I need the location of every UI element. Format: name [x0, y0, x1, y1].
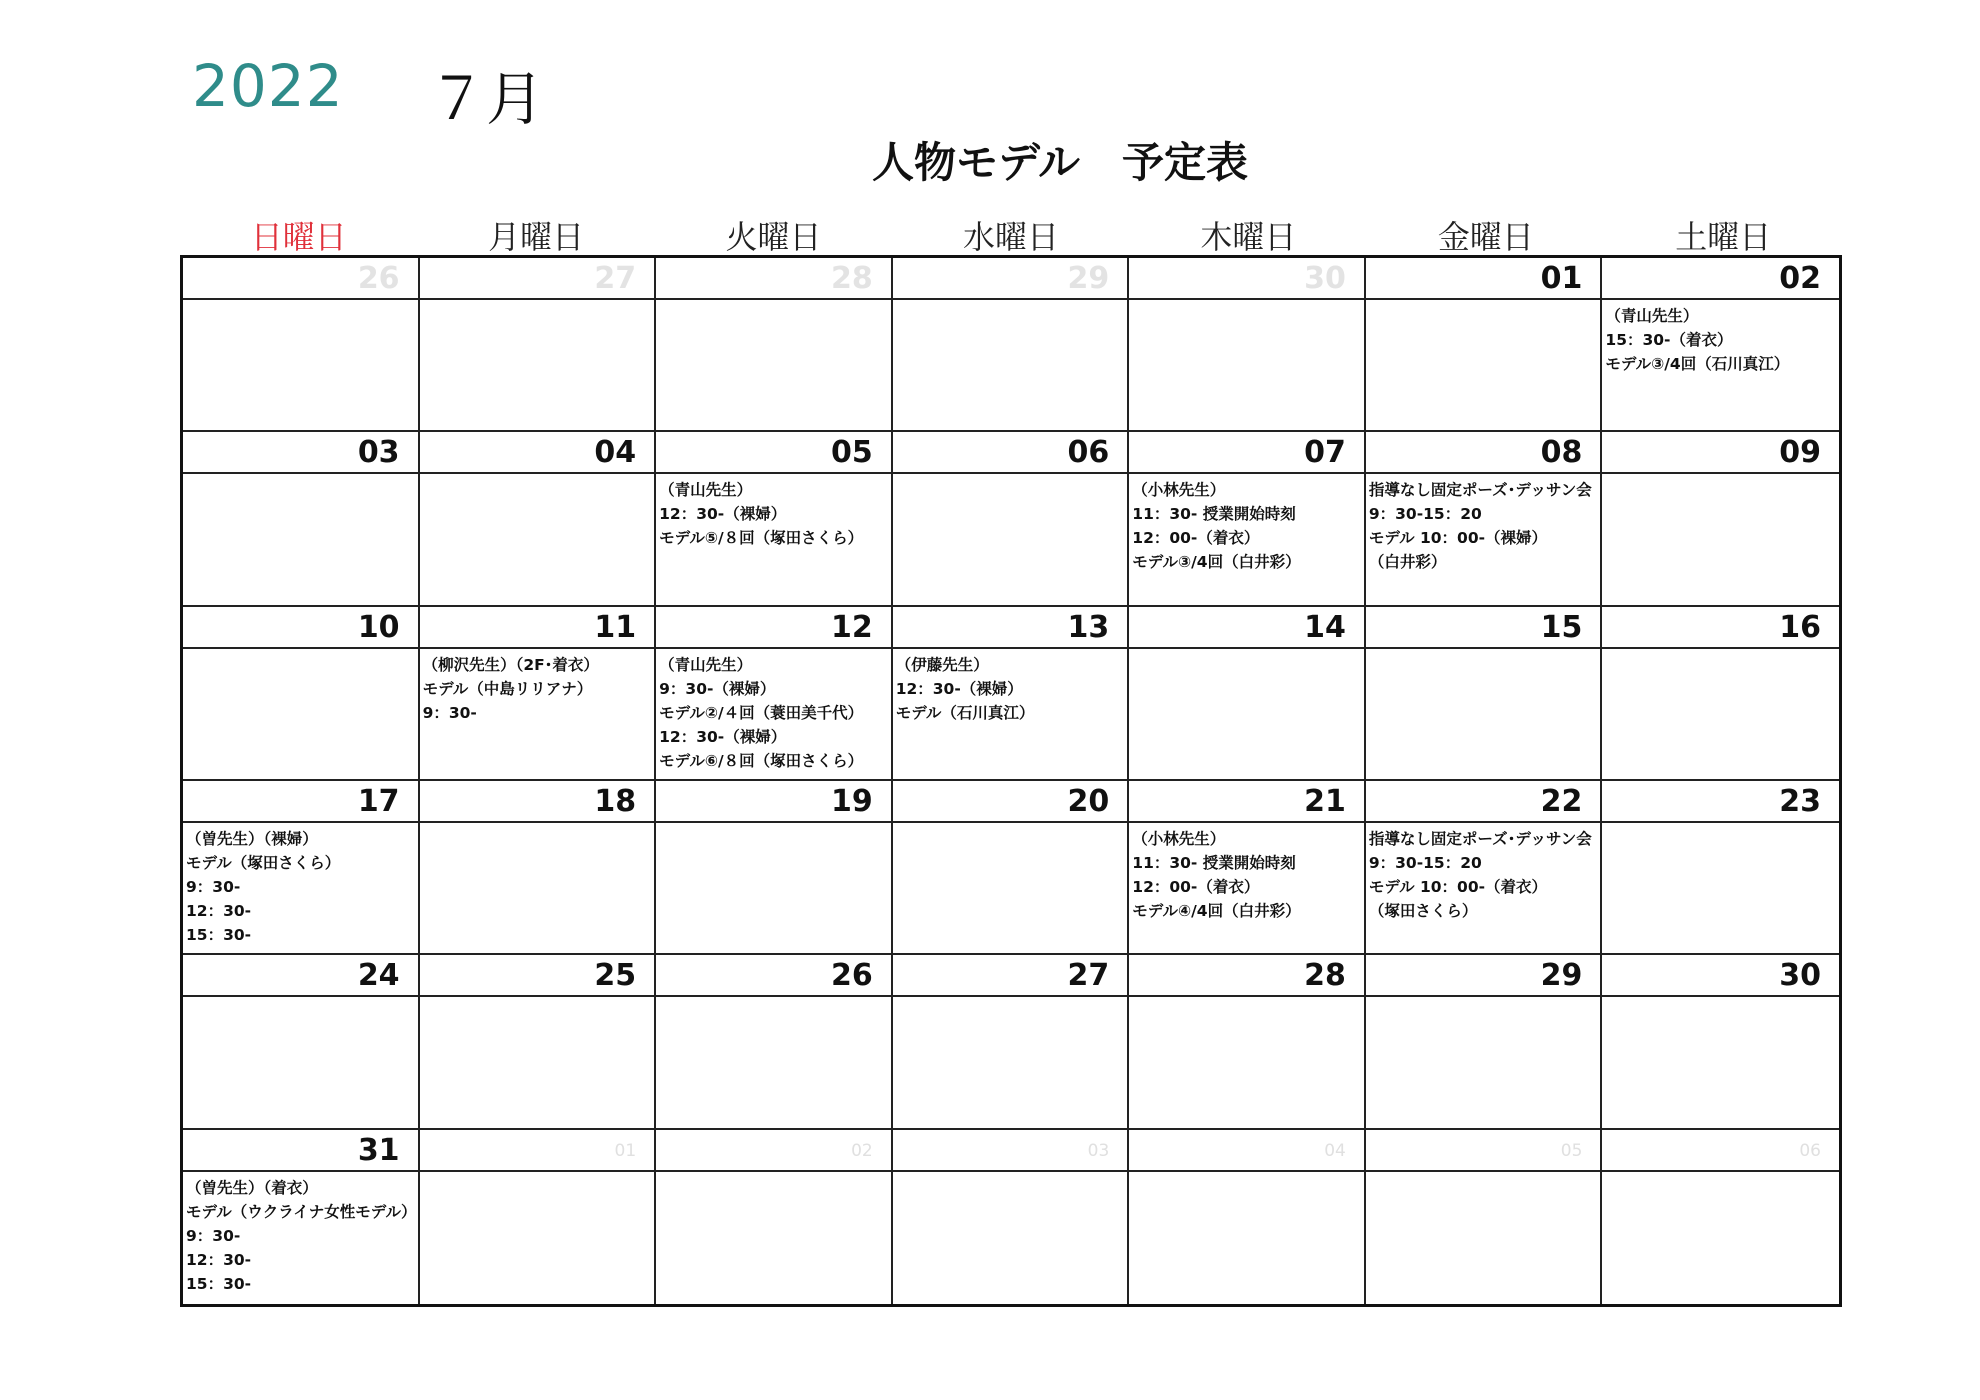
day-number: 28 [1129, 955, 1364, 997]
event-line: 12：30-（裸婦） [895, 679, 1023, 698]
event-line: 11：30- 授業開始時刻 [1132, 853, 1296, 872]
event-line: 指導なし固定ポーズ･デッサン会 [1368, 829, 1592, 848]
day-number: 12 [656, 607, 891, 649]
calendar-day-cell [183, 781, 420, 955]
day-events [893, 649, 1128, 725]
calendar-day-cell [1366, 955, 1603, 1129]
event-line: モデル 10：00-（着衣） [1368, 877, 1548, 896]
day-number: 28 [656, 258, 891, 300]
event-line: 9：30-15：20 [1368, 505, 1482, 524]
day-number: 26 [183, 258, 418, 300]
day-events [183, 823, 418, 947]
day-number: 06 [1602, 1130, 1839, 1172]
day-events [183, 474, 418, 478]
calendar-day-cell [420, 258, 657, 432]
day-number: 19 [656, 781, 891, 823]
event-line: モデル（塚田さくら） [186, 853, 341, 872]
day-events [1602, 474, 1839, 478]
day-number: 23 [1602, 781, 1839, 823]
calendar-day-cell [1366, 781, 1603, 955]
day-events [420, 997, 655, 1001]
day-number: 01 [420, 1130, 655, 1172]
event-line: （伊藤先生） [895, 655, 989, 674]
event-line: 指導なし固定ポーズ･デッサン会 [1368, 481, 1592, 500]
calendar-day-cell [1602, 1130, 1839, 1304]
calendar-day-cell [420, 1130, 657, 1304]
calendar-day-cell [656, 1130, 893, 1304]
event-line: （小林先生） [1132, 829, 1226, 848]
weekday-saturday: 土曜日 [1675, 218, 1772, 256]
calendar-day-cell [183, 955, 420, 1129]
event-line: （青山先生） [659, 481, 753, 500]
calendar-day-cell [1602, 781, 1839, 955]
calendar-day-cell [1129, 781, 1366, 955]
calendar-day-cell [1129, 1130, 1366, 1304]
month-label: ７月 [428, 65, 545, 133]
calendar-day-cell [893, 258, 1130, 432]
day-events [420, 300, 655, 304]
calendar-day-cell [1129, 955, 1366, 1129]
day-events [420, 649, 655, 725]
event-line: （青山先生） [659, 655, 753, 674]
day-events [1366, 300, 1601, 304]
event-line: 11：30- 授業開始時刻 [1132, 505, 1296, 524]
day-events [1602, 649, 1839, 653]
weekday-thursday: 木曜日 [1200, 218, 1297, 256]
calendar-day-cell [420, 955, 657, 1129]
day-events [183, 649, 418, 653]
event-line: （曽先生）（裸婦） [186, 829, 318, 848]
weekday-sunday: 日曜日 [250, 218, 347, 256]
day-number: 22 [1366, 781, 1601, 823]
day-number: 04 [420, 432, 655, 474]
event-line: 15：30- [186, 1274, 252, 1293]
day-events [1129, 1172, 1364, 1176]
day-events [1602, 823, 1839, 827]
calendar-day-cell [893, 432, 1130, 606]
event-line: 15：30-（着衣） [1605, 331, 1733, 349]
day-number: 24 [183, 955, 418, 997]
event-line: （白井彩） [1368, 553, 1447, 572]
day-events [1366, 1172, 1601, 1176]
calendar-day-cell [1602, 607, 1839, 781]
day-number: 05 [1366, 1130, 1601, 1172]
day-events [656, 1172, 891, 1176]
day-events [1602, 300, 1839, 376]
day-number: 17 [183, 781, 418, 823]
calendar-day-cell [656, 607, 893, 781]
day-events [420, 1172, 655, 1176]
event-line: 15：30- [186, 925, 252, 944]
event-line: モデル④/4回（白井彩） [1132, 901, 1301, 920]
event-line: モデル（中島リリアナ） [422, 679, 593, 698]
calendar-day-cell [656, 781, 893, 955]
calendar-day-cell [1602, 432, 1839, 606]
day-number: 20 [893, 781, 1128, 823]
day-number: 27 [420, 258, 655, 300]
calendar-day-cell [420, 432, 657, 606]
event-line: 12：00-（着衣） [1132, 529, 1260, 548]
day-number: 02 [1602, 258, 1839, 300]
day-events [1129, 823, 1364, 923]
day-number: 02 [656, 1130, 891, 1172]
weekday-wednesday: 水曜日 [962, 218, 1059, 256]
day-number: 30 [1602, 955, 1839, 997]
event-line: 12：30-（裸婦） [659, 727, 787, 746]
calendar-day-cell [893, 955, 1130, 1129]
day-events [1366, 649, 1601, 653]
day-number: 01 [1366, 258, 1601, 300]
calendar-day-cell [1366, 1130, 1603, 1304]
weekday-friday: 金曜日 [1437, 218, 1534, 256]
day-events [420, 823, 655, 827]
day-events [183, 300, 418, 304]
day-number: 29 [893, 258, 1128, 300]
day-events [656, 649, 891, 773]
calendar-day-cell [1366, 432, 1603, 606]
calendar-day-cell [893, 607, 1130, 781]
day-number: 06 [893, 432, 1128, 474]
day-number: 30 [1129, 258, 1364, 300]
day-number: 03 [893, 1130, 1128, 1172]
day-events [656, 300, 891, 304]
day-number: 14 [1129, 607, 1364, 649]
event-line: 9：30- [186, 877, 241, 896]
calendar-day-cell [1129, 607, 1366, 781]
calendar-day-cell [1602, 955, 1839, 1129]
day-number: 31 [183, 1130, 418, 1172]
event-line: 12：00-（着衣） [1132, 877, 1260, 896]
day-number: 13 [893, 607, 1128, 649]
event-line: 12：30-（裸婦） [659, 505, 787, 524]
event-line: 12：30- [186, 901, 252, 920]
calendar-day-cell [420, 781, 657, 955]
weekday-monday: 月曜日 [488, 218, 585, 256]
day-events [893, 823, 1128, 827]
day-number: 26 [656, 955, 891, 997]
calendar-day-cell [183, 607, 420, 781]
day-number: 03 [183, 432, 418, 474]
calendar-day-cell [183, 258, 420, 432]
day-events [1129, 997, 1364, 1001]
calendar-day-cell [656, 258, 893, 432]
day-events [656, 474, 891, 550]
event-line: モデル⑤/８回（塚田さくら） [659, 529, 864, 548]
event-line: （曽先生）（着衣） [186, 1178, 318, 1197]
day-number: 07 [1129, 432, 1364, 474]
calendar-day-cell [1129, 432, 1366, 606]
day-events [893, 474, 1128, 478]
day-number: 29 [1366, 955, 1601, 997]
event-line: モデル 10：00-（裸婦） [1368, 529, 1548, 548]
year-label: 2022 [192, 52, 344, 120]
calendar-day-cell [893, 781, 1130, 955]
day-events [1129, 474, 1364, 574]
calendar-day-cell [893, 1130, 1130, 1304]
day-number: 04 [1129, 1130, 1364, 1172]
day-events [893, 300, 1128, 304]
day-number: 10 [183, 607, 418, 649]
event-line: （柳沢先生）（2F･着衣） [422, 655, 599, 674]
day-events [1129, 649, 1364, 653]
event-line: モデル（石川真江） [895, 703, 1035, 722]
calendar-day-cell [1129, 258, 1366, 432]
event-line: モデル③/4回（石川真江） [1605, 355, 1790, 373]
calendar-day-cell [420, 607, 657, 781]
event-line: 12：30- [186, 1250, 252, 1269]
calendar-day-cell [656, 955, 893, 1129]
page-title: 人物モデル 予定表 [872, 138, 1248, 187]
day-events [893, 1172, 1128, 1176]
event-line: 9：30-（裸婦） [659, 679, 776, 698]
day-events [183, 997, 418, 1001]
event-line: モデル②/４回（蓑田美千代） [659, 703, 864, 722]
day-events [1602, 997, 1839, 1001]
day-number: 25 [420, 955, 655, 997]
day-number: 08 [1366, 432, 1601, 474]
event-line: モデル⑥/８回（塚田さくら） [659, 751, 864, 770]
day-number: 05 [656, 432, 891, 474]
day-events [893, 997, 1128, 1001]
calendar-day-cell [183, 1130, 420, 1304]
day-events [656, 997, 891, 1001]
weekday-header-row [180, 212, 1842, 258]
event-line: 9：30- [422, 703, 477, 722]
day-events [1366, 474, 1601, 574]
day-events [1366, 823, 1601, 923]
event-line: 9：30- [186, 1226, 241, 1245]
calendar-day-cell [1366, 607, 1603, 781]
day-events [1366, 997, 1601, 1001]
day-events [420, 474, 655, 478]
day-number: 16 [1602, 607, 1839, 649]
day-events [1129, 300, 1364, 304]
calendar-grid [180, 255, 1842, 1307]
event-line: （青山先生） [1605, 307, 1699, 325]
event-line: （小林先生） [1132, 481, 1226, 500]
day-number: 11 [420, 607, 655, 649]
event-line: （塚田さくら） [1368, 901, 1478, 920]
day-number: 09 [1602, 432, 1839, 474]
day-events [183, 1172, 418, 1296]
calendar-day-cell [656, 432, 893, 606]
day-number: 27 [893, 955, 1128, 997]
event-line: モデル（ウクライナ女性モデル） [186, 1202, 417, 1221]
event-line: モデル③/4回（白井彩） [1132, 553, 1301, 572]
day-number: 15 [1366, 607, 1601, 649]
day-number: 21 [1129, 781, 1364, 823]
day-number: 18 [420, 781, 655, 823]
weekday-tuesday: 火曜日 [725, 218, 822, 256]
calendar-day-cell [1602, 258, 1839, 432]
day-events [1602, 1172, 1839, 1176]
calendar-day-cell [1366, 258, 1603, 432]
day-events [656, 823, 891, 827]
calendar-day-cell [183, 432, 420, 606]
event-line: 9：30-15：20 [1368, 853, 1482, 872]
